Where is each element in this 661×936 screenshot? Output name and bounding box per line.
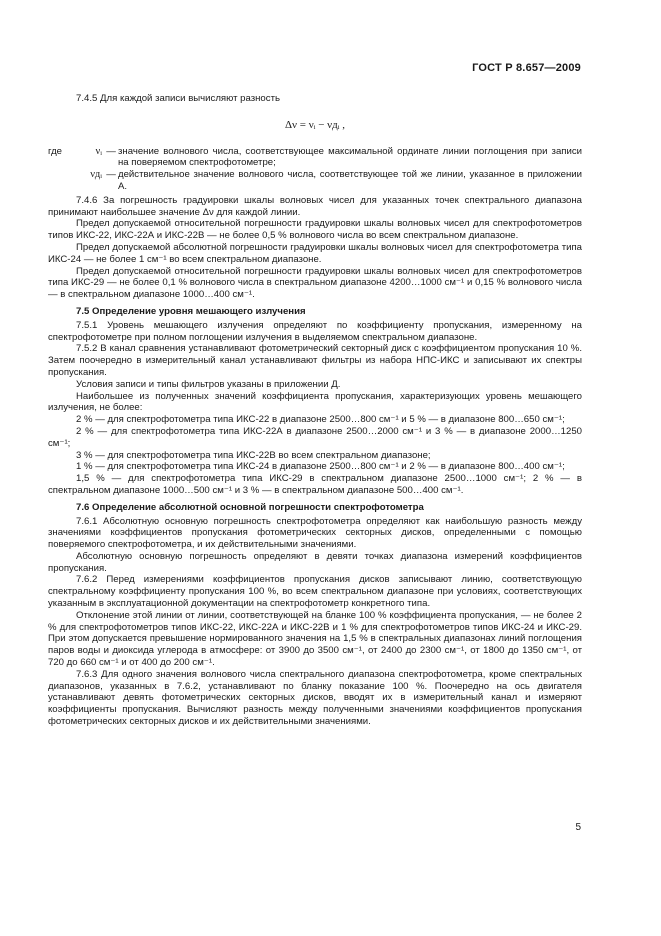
section-7-6-para: 7.6.1 Абсолютную основную погрешность спектрофотометра определяют как наибольшую разность между значениями коэффициентов пропускания фотометрических секторных дисков, определенными с помощью поверяемого спектрофотометра, и их действительными значениями. — [48, 515, 582, 551]
definition-text: действительное значение волнового числа, соответствующее той же линии, указанное в приложении А. — [118, 169, 582, 192]
section-7-6-para: 7.6.3 Для одного значения волнового числа спектрального диапазона спектрофотометра, кроме спектральных диапазонов, указанных в 7.6.2, устанавливают по бланку показание 100 %. Поочередно на ось двигателя устанавливают девять фотометрических секторных дисков, вводят их в измерительный канал и измеряют коэффициенты пропускания. Вычисляют разность между полученными значениями коэффициентов пропускания фотометрических секторных дисков и их действительными значениями. — [48, 668, 582, 728]
definition-nu-i — [48, 146, 582, 170]
section-7-5-para: Наибольшее из полученных значений коэффициента пропускания, характеризующих уровень мешающего излучения, не более: — [48, 390, 582, 414]
section-7-4-6-para: Предел допускаемой относительной погрешности градуировки шкалы волновых чисел для спектрофотометров типа ИКС-29 — не более 0,1 % волнового числа в спектральном диапазоне 4200…1000 см⁻¹ и 0,15 % волнового числа — в спектральном диапазоне 1000…400 см⁻¹. — [48, 265, 582, 301]
document-id-header: ГОСТ Р 8.657—2009 — [472, 62, 581, 74]
formula-delta-nu: Δν = νᵢ − νдᵢ , — [284, 118, 346, 131]
definition-dash: — — [106, 169, 116, 181]
section-7-4-6-para: Предел допускаемой абсолютной погрешности градуировки шкалы волновых чисел для спектрофотометра типа ИКС-24 — не более 1 см⁻¹ во всем спектральном диапазоне. — [48, 241, 582, 265]
section-7-5-para: 2 % — для спектрофотометра типа ИКС-22А в диапазоне 2500…2000 см⁻¹ и 3 % — в диапазоне 2000…1250 см⁻¹; — [48, 425, 582, 449]
section-7-5-para: Условия записи и типы фильтров указаны в приложении Д. — [76, 378, 341, 390]
section-7-6-heading: 7.6 Определение абсолютной основной погрешности спектрофотометра — [76, 501, 424, 513]
section-7-5-para: 3 % — для спектрофотометра типа ИКС-22В во всем спектральном диапазоне; — [76, 449, 431, 461]
section-7-4-6-para: 7.4.6 За погрешность градуировки шкалы волновых чисел для указанных точек спектрального диапазона принимают наибольшее значение Δν для каждой линии. — [48, 194, 582, 218]
definition-lead: где — [48, 145, 63, 157]
definition-nu-di — [48, 169, 582, 193]
section-7-5-para: 7.5.2 В канал сравнения устанавливают фотометрический секторный диск с коэффициентом пропускания 10 %. Затем поочередно в измерительный канал устанавливают фильтры из набора НПС-ИКС и записывают их спектры пропускания. — [48, 343, 582, 378]
definition-dash: — — [106, 145, 116, 157]
section-7-5-para: 1,5 % — для спектрофотометра типа ИКС-29 в спектральном диапазоне 2500…1000 см⁻¹; 2 % — в спектральном диапазоне 1000…500 см⁻¹ и 3 % — в спектральном диапазоне 500…400 см⁻¹. — [48, 473, 582, 496]
section-7-6-para: 7.6.2 Перед измерениями коэффициентов пропускания дисков записывают линию, соответствующую спектральному коэффициенту пропускания 100 %, во всем спектральном диапазоне при условиях, соответствующих указанным в эксплуатационной документации на спектрофотометр конкретного типа. — [48, 574, 582, 610]
section-7-5-para: 1 % — для спектрофотометра типа ИКС-24 в диапазоне 2500…800 см⁻¹ и 2 % — в диапазоне 800…400 см⁻¹; — [76, 461, 565, 473]
section-7-6-para: Абсолютную основную погрешность определяют в девяти точках диапазона измерений коэффициентов пропускания. — [48, 550, 582, 574]
section-7-5-para: 2 % — для спектрофотометра типа ИКС-22 в диапазоне 2500…800 см⁻¹ и 5 % — в диапазоне 800…650 см⁻¹; — [76, 414, 565, 426]
section-7-4-6-para: Предел допускаемой относительной погрешности градуировки шкалы волновых чисел для спектрофотометров типов ИКС-22, ИКС-22А и ИКС-22В — не более 0,5 % волнового числа во всем спектральном диапазоне. — [48, 218, 582, 242]
definition-symbol: νᵢ — [95, 145, 102, 157]
section-7-6-para: Отклонение этой линии от линии, соответствующей на бланке 100 % коэффициента пропускания, — не более 2 % для спектрофотометров типов ИКС-22, ИКС-22А и ИКС-22В и 1 % для спектрофотометров типов ИКС-24 и ИКС-29. При этом допускается превышение нормированного значения на 1,5 % в спектральных диапазонах линий поглощения паров воды и диоксида углерода в атмосфере: от 3900 до 3500 см⁻¹, от 2400 до 2300 см⁻¹, от 1800 до 1350 см⁻¹, от 720 до 660 см⁻¹ и от 400 до 200 см⁻¹. — [48, 609, 582, 669]
page-number: 5 — [575, 822, 581, 833]
section-7-5-para: 7.5.1 Уровень мешающего излучения определяют по коэффициенту пропускания, измеренному на спектрофотометре при полном поглощении излучения в выделяемом спектральном диапазоне. — [48, 319, 582, 343]
section-7-5-heading: 7.5 Определение уровня мешающего излучения — [76, 305, 306, 317]
document-body — [48, 93, 582, 728]
section-7-4-5-intro: 7.4.5 Для каждой записи вычисляют разность — [76, 93, 280, 104]
definition-symbol: νдᵢ — [90, 169, 102, 181]
definition-text: значение волнового числа, соответствующее максимальной ординате линии поглощения при записи на поверяемом спектрофотометре; — [118, 145, 582, 169]
